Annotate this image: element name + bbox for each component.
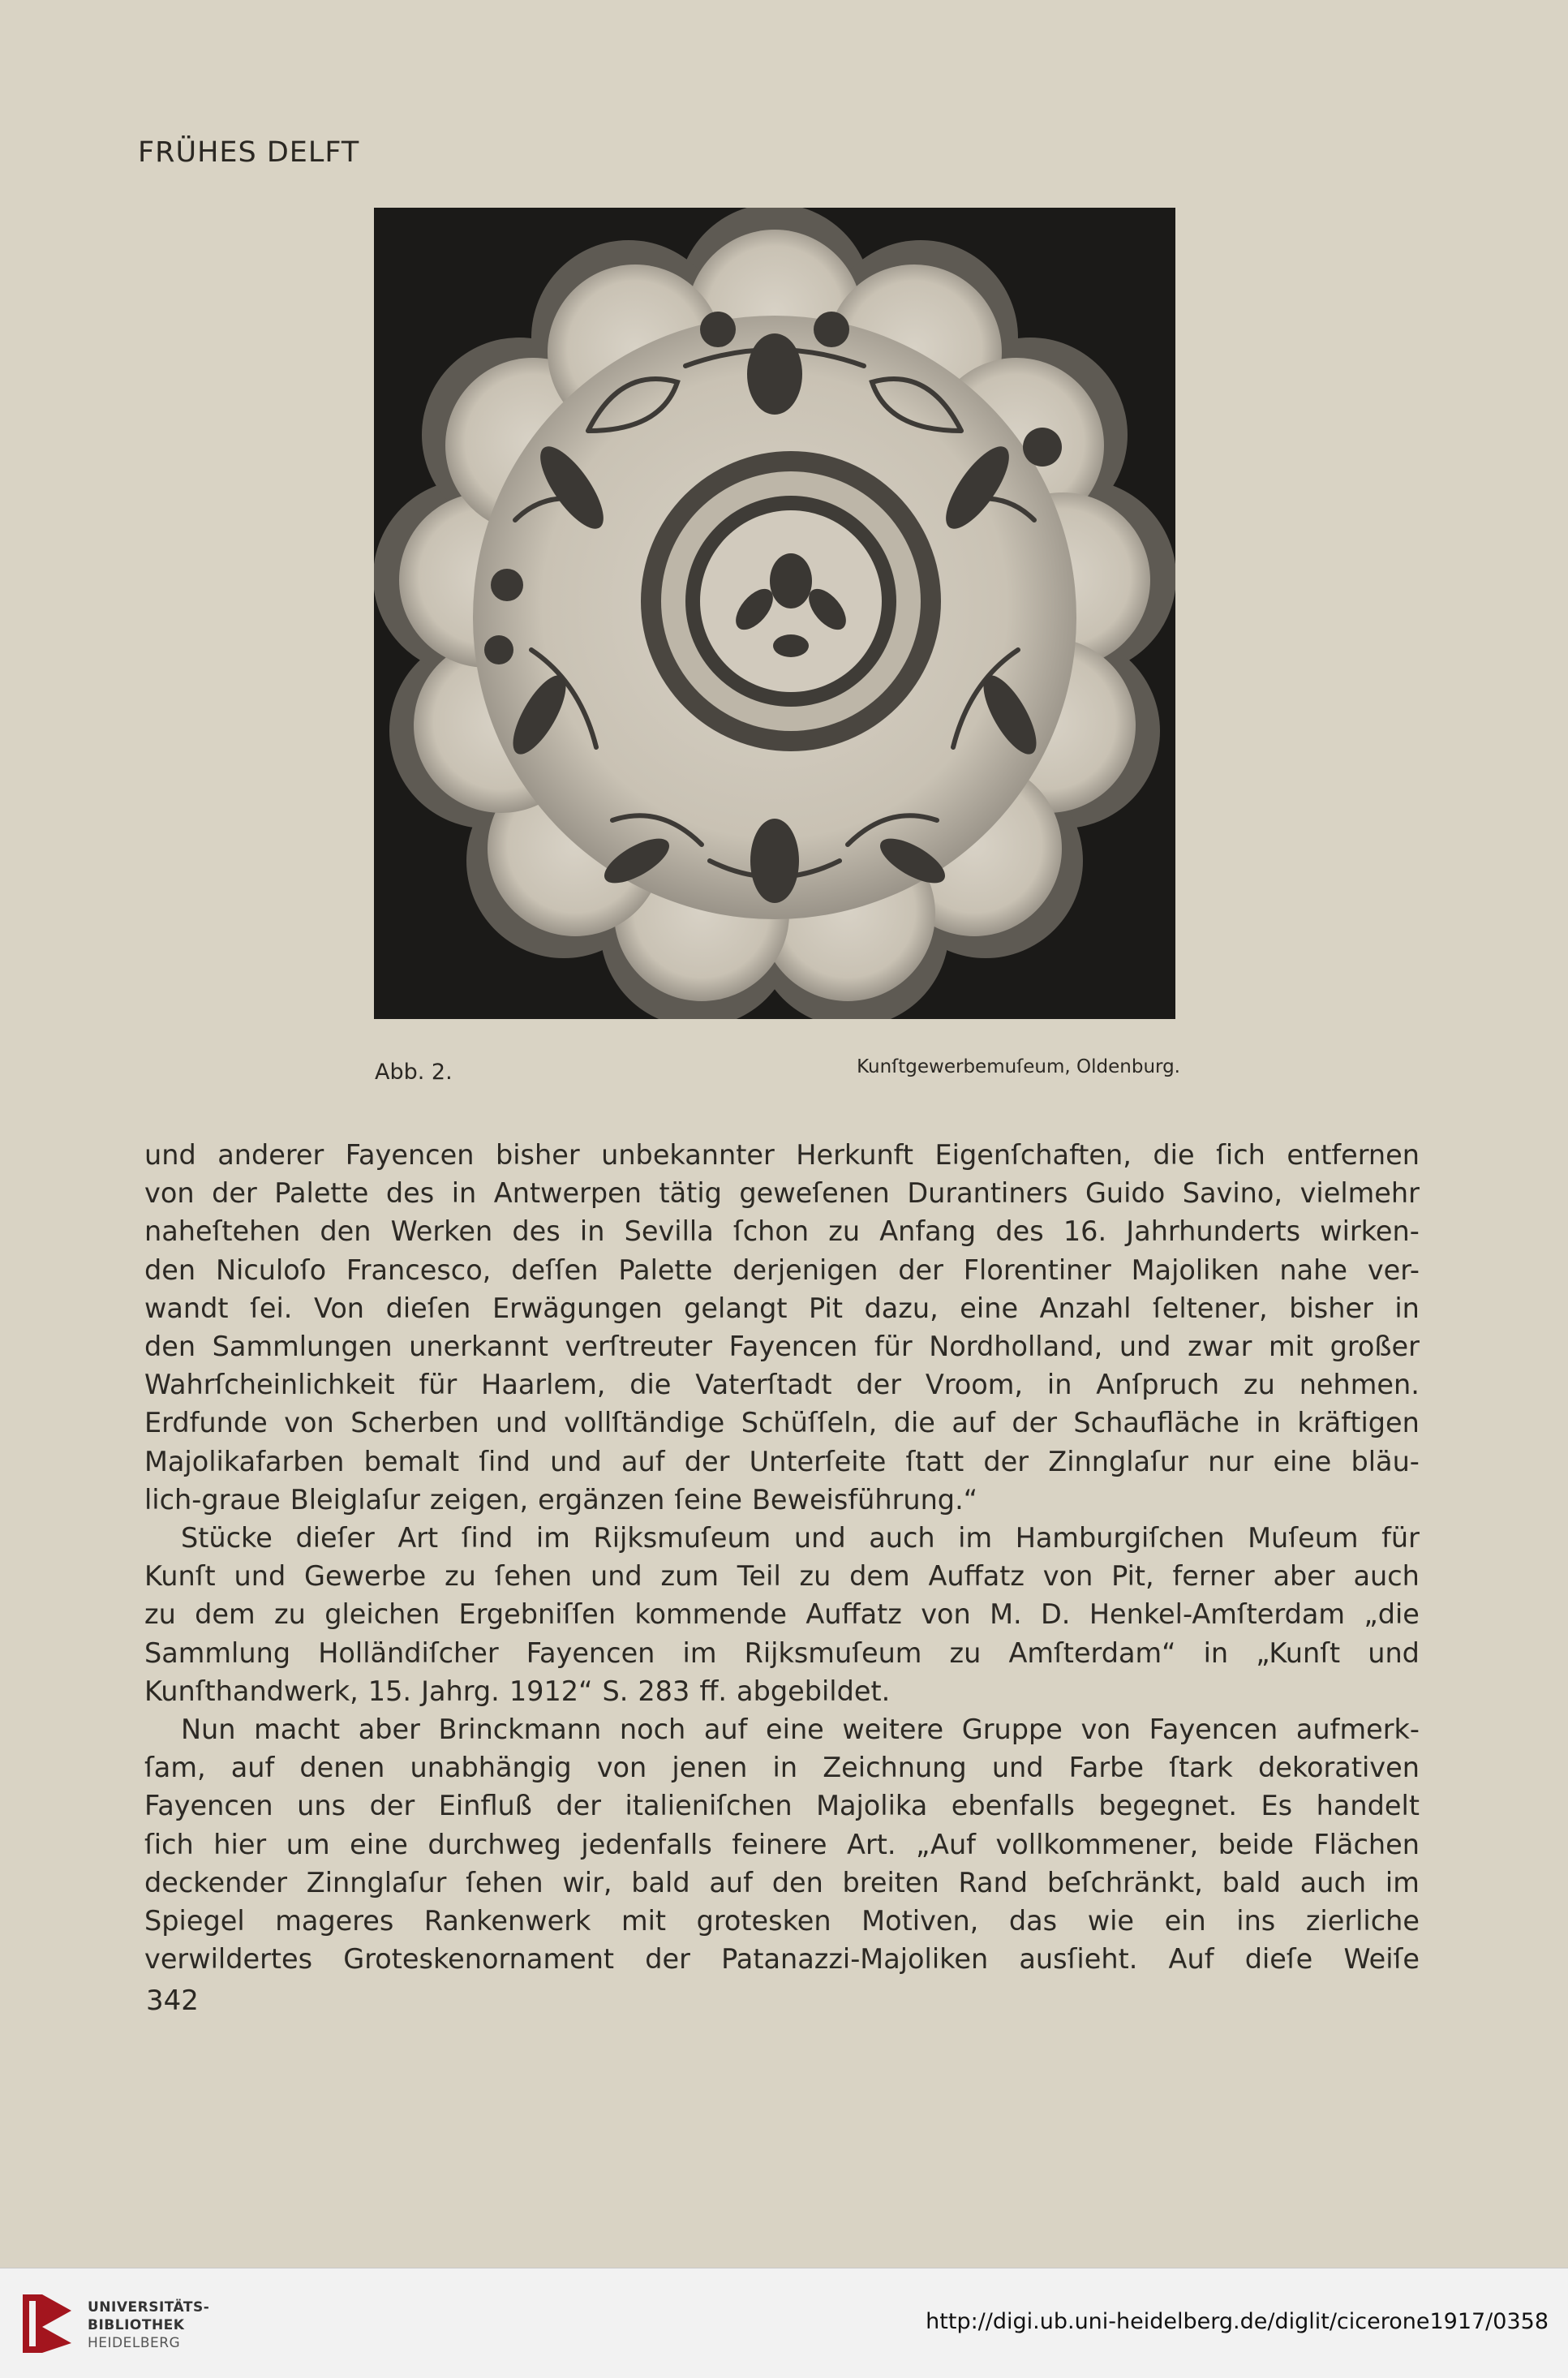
text-line: verwildertes Groteskenornament der Patanazzi-Majoliken ausſieht. Auf dieſe Weiſe xyxy=(144,1943,1420,1976)
university-library-logo-icon xyxy=(19,2291,75,2356)
text-line: Kunſthandwerk, 15. Jahrg. 1912“ S. 283 ff. abgebildet. xyxy=(144,1675,891,1707)
text-line: Wahrſcheinlichkeit für Haarlem, die Vaterſtadt der Vroom, in Anſpruch zu nehmen. xyxy=(144,1369,1420,1401)
text-line: Spiegel mageres Rankenwerk mit grotesken Motiven, das wie ein ins zierliche xyxy=(144,1905,1420,1937)
text-line: lich-graue Bleiglaſur zeigen, ergänzen ſeine Beweisführung.“ xyxy=(144,1483,978,1516)
library-name-line: BIBLIOTHEK xyxy=(88,2317,185,2333)
source-url-link[interactable]: http://digi.ub.uni-heidelberg.de/diglit/cicerone1917/0358 xyxy=(926,2309,1549,2334)
text-line: naheſtehen den Werken des in Sevilla ſchon zu Anfang des 16. Jahrhunderts wirken- xyxy=(144,1215,1420,1248)
figure-credit: Kunſtgewerbemuſeum, Oldenburg. xyxy=(857,1056,1180,1077)
page-number: 342 xyxy=(146,1985,199,2017)
delft-plate-illustration xyxy=(374,208,1175,1019)
text-line: Nun macht aber Brinckmann noch auf eine weitere Gruppe von Fayencen aufmerk- xyxy=(181,1714,1420,1746)
text-line: deckender Zinnglaſur ſehen wir, bald auf den breiten Rand beſchränkt, bald auch im xyxy=(144,1866,1420,1899)
library-name-line: UNIVERSITÄTS- xyxy=(88,2299,210,2316)
library-name-line: HEIDELBERG xyxy=(88,2335,181,2351)
figure-label: Abb. 2. xyxy=(375,1060,453,1085)
text-line: den Niculoſo Francesco, deſſen Palette derjenigen der Florentiner Majoliken nahe ver- xyxy=(144,1254,1420,1286)
text-line: ſich hier um eine durchweg jedenfalls feinere Art. „Auf vollkommener, beide Flächen xyxy=(144,1828,1420,1860)
text-line: Majolikafarben bemalt ſind und auf der Unterſeite ſtatt der Zinnglaſur nur eine bläu- xyxy=(144,1445,1420,1477)
text-line: Fayencen uns der Einfluß der italieniſchen Majolika ebenfalls begegnet. Es handelt xyxy=(144,1790,1420,1822)
viewer-footer xyxy=(0,2268,1568,2378)
body-text xyxy=(144,1136,1420,1978)
text-line: und anderer Fayencen bisher unbekannter Herkunft Eigenſchaften, die ſich entfernen xyxy=(144,1139,1420,1171)
text-line: zu dem zu gleichen Ergebniſſen kommende Auffatz von M. D. Henkel-Amſterdam „die xyxy=(144,1598,1420,1631)
text-line: ſam, auf denen unabhängig von jenen in Zeichnung und Farbe ſtark dekorativen xyxy=(144,1752,1420,1784)
text-line: Kunſt und Gewerbe zu ſehen und zum Teil zu dem Auffatz von Pit, ferner aber auch xyxy=(144,1560,1420,1593)
text-line: Erdfunde von Scherben und vollſtändige Schüſſeln, die auf der Schaufläche in kräftigen xyxy=(144,1407,1420,1439)
text-line: wandt ſei. Von dieſen Erwägungen gelangt Pit dazu, eine Anzahl ſeltener, bisher in xyxy=(144,1292,1420,1324)
figure-plate-photo xyxy=(374,208,1175,1019)
running-head: FRÜHES DELFT xyxy=(138,136,360,169)
text-line: Sammlung Holländiſcher Fayencen im Rijksmuſeum zu Amſterdam“ in „Kunſt und xyxy=(144,1636,1420,1669)
text-line: den Sammlungen unerkannt verſtreuter Fayencen für Nordholland, und zwar mit großer xyxy=(144,1331,1420,1363)
text-line: von der Palette des in Antwerpen tätig geweſenen Durantiners Guido Savino, vielmehr xyxy=(144,1177,1420,1210)
text-line: Stücke dieſer Art ſind im Rijksmuſeum und auch im Hamburgiſchen Muſeum für xyxy=(181,1522,1420,1555)
library-name xyxy=(88,2298,209,2352)
